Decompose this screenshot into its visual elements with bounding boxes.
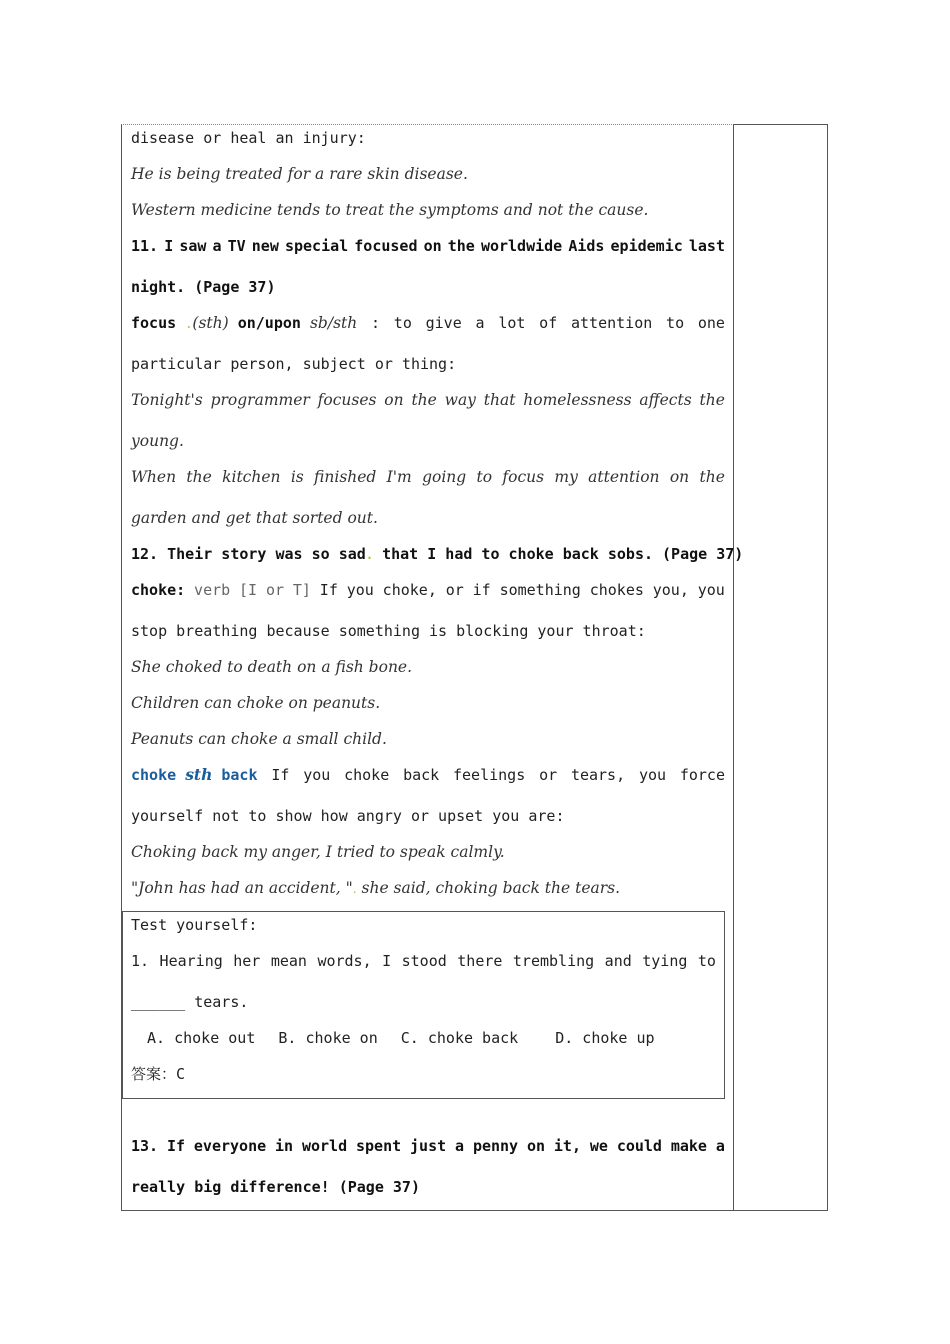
item-11-heading: 11. I saw a TV new special focused on the worldwide Aids epidemic last <box>131 237 725 255</box>
option-a: A. choke out <box>147 1029 256 1047</box>
example-sentence: Choking back my anger, I tried to speak calmly. <box>131 843 505 861</box>
choke-back-term: choke <box>131 766 177 784</box>
item-12-heading: 12. Their story was so sad. that I had to choke back sobs. (Page 37) <box>131 545 744 563</box>
item-11-heading-cont: night. (Page 37) <box>131 278 276 296</box>
test-title: Test yourself: <box>131 916 258 934</box>
test-answer: 答案：C <box>131 1065 186 1083</box>
text-line: disease or heal an injury: <box>131 129 366 147</box>
example-sentence: She choked to death on a fish bone. <box>131 658 413 676</box>
test-options <box>147 1029 655 1047</box>
example-sentence: Peanuts can choke a small child. <box>131 730 387 748</box>
answer-blank: ______ <box>131 993 186 1011</box>
choke-back-definition-cont: yourself not to show how angry or upset you are: <box>131 807 565 825</box>
example-sentence: When the kitchen is finished I'm going to focus my attention on the <box>131 468 725 486</box>
item-13-heading-cont: really big difference! (Page 37) <box>131 1178 420 1196</box>
example-sentence: Children can choke on peanuts. <box>131 694 381 712</box>
option-d: D. choke up <box>555 1029 655 1047</box>
example-sentence: "John has had an accident, ". she said, choking back the tears. <box>131 879 621 897</box>
item-13-heading: 13. If everyone in world spent just a penny on it, we could make a <box>131 1137 725 1155</box>
choke-definition: choke: verb [I or T] If you choke, or if something chokes you, you <box>131 581 725 599</box>
side-column <box>733 124 828 1211</box>
option-b: B. choke on <box>278 1029 378 1047</box>
choke-definition-cont: stop breathing because something is blocking your throat: <box>131 622 646 640</box>
test-question-1: 1. Hearing her mean words, I stood there trembling and tying to <box>131 952 716 970</box>
test-question-1-cont: ______ tears. <box>131 993 249 1011</box>
example-sentence: Western medicine tends to treat the symptoms and not the cause. <box>131 201 649 219</box>
choke-back-definition: choke sth back If you choke back feelings or tears, you force <box>131 765 725 784</box>
option-c: C. choke back <box>400 1029 519 1047</box>
focus-term: focus <box>131 314 177 332</box>
example-sentence-cont: young. <box>131 432 184 450</box>
example-sentence-cont: garden and get that sorted out. <box>131 509 378 527</box>
focus-definition: focus .(sth) on/upon sb/sth : to give a lot of attention to one <box>131 314 725 332</box>
focus-definition-cont: particular person, subject or thing: <box>131 355 457 373</box>
choke-term: choke: <box>131 581 186 599</box>
example-sentence: Tonight's programmer focuses on the way that homelessness affects the <box>131 391 725 409</box>
example-sentence: He is being treated for a rare skin disease. <box>131 165 468 183</box>
